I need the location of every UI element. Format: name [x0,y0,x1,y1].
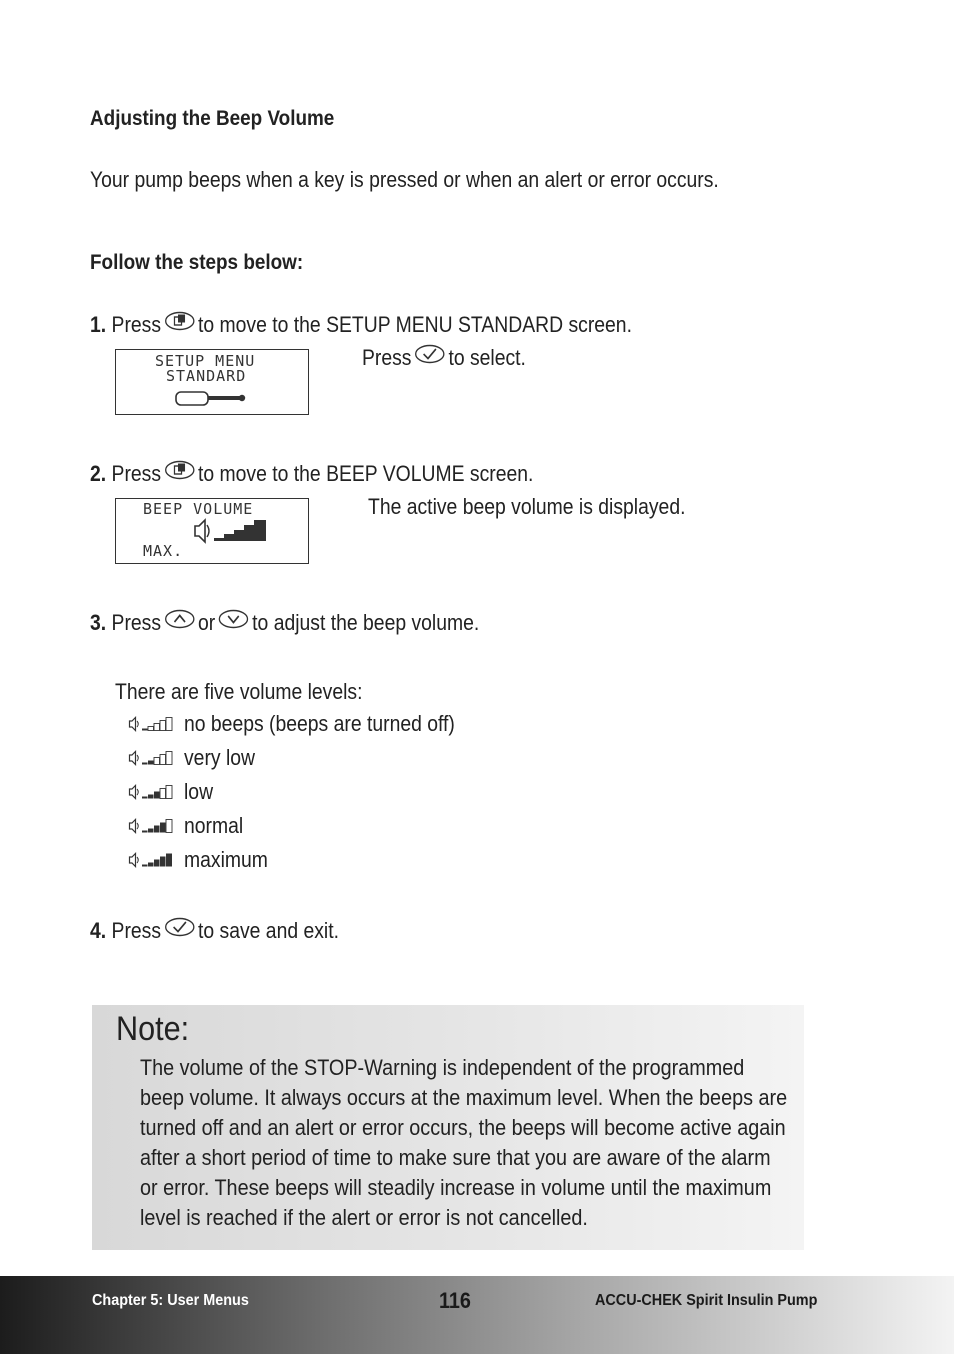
volume-level-item [128,711,492,737]
volume-level-label: low [184,779,214,804]
volume-bar [142,831,148,833]
note-body: The volume of the STOP-Warning is independent of the programmed beep volume. It always occurs at the maximum level. When the beeps are turned off and an alert or error occurs, the beeps will become active again after a short period of time to make sure that you are aware of the alarm or error. These beeps will steadily increase in volume until the maximum level is reached if the alert or error is not cancelled. [140,1055,788,1230]
step-1-side: Press to select. [362,345,526,370]
step-4: 4. Press to save and exit. [90,918,339,943]
volume-bar [148,761,154,765]
step-number: 2. [90,461,107,486]
volume-level-icon [128,818,174,834]
volume-level-icon [128,750,174,766]
step-2: 2. Press to move to the BEEP VOLUME screen. [90,461,534,486]
volume-level-icon [128,716,174,732]
volume-bar [160,857,166,867]
menu-key-icon [165,311,195,337]
volume-level-item [128,745,265,771]
volume-level-label: normal [184,813,244,838]
intro-text: Your pump beeps when a key is pressed or when an alert or error occurs. [90,167,719,192]
step-number: 1. [90,312,107,337]
volume-bar [166,718,172,731]
check-key-icon [165,917,195,943]
volume-level-item [128,779,217,805]
volume-bar [148,727,154,731]
section-title: Adjusting the Beep Volume [90,107,335,130]
volume-bar [160,755,166,765]
volume-bar [154,860,160,867]
volume-level-label: no beeps (beeps are turned off) [184,711,455,736]
volume-level-icon [128,784,174,800]
volume-bar [154,724,160,731]
volume-bar [142,865,148,867]
step-3: 3. Press or to adjust the beep volume. [90,610,480,635]
volume-bar [166,854,172,867]
page-number: 116 [439,1288,471,1313]
footer-chapter: Chapter 5: User Menus [92,1292,249,1309]
volume-bar [160,721,166,731]
volume-bar [166,820,172,833]
volume-bar [142,729,148,731]
volume-bar [160,823,166,833]
menu-key-icon [165,460,195,486]
volume-bar [154,826,160,833]
step-1: 1. Press to move to the SETUP MENU STANDARD screen. [90,312,632,337]
volume-level-label: very low [184,745,256,770]
steps-heading: Follow the steps below: [90,251,304,274]
volume-bar [148,795,154,799]
volume-bar [148,829,154,833]
volume-bar [154,758,160,765]
note-title: Note: [116,1010,190,1048]
step-2-side: The active beep volume is displayed. [368,494,686,519]
volume-level-icon [128,852,174,868]
footer-product: ACCU-CHEK Spirit Insulin Pump [595,1292,818,1309]
volume-bar [148,863,154,867]
page-footer [0,1276,954,1354]
volume-bar [154,792,160,799]
volume-bar [166,786,172,799]
volume-bar [142,763,148,765]
volume-level-item [128,847,279,873]
volume-bar [160,789,166,799]
lcd-beep-volume: BEEP VOLUME MAX. [115,498,309,564]
down-key-icon [219,609,249,635]
volume-bar [166,752,172,765]
step-number: 4. [90,918,107,943]
check-key-icon [415,344,445,370]
step-number: 3. [90,610,107,635]
volume-level-label: maximum [184,847,268,872]
volume-level-item [128,813,251,839]
up-key-icon [165,609,195,635]
screwdriver-icon [174,390,248,408]
levels-intro: There are five volume levels: [115,679,363,704]
lcd-setup-menu: SETUP MENU STANDARD [115,349,309,415]
volume-bar [142,797,148,799]
volume-max-icon [192,517,270,545]
